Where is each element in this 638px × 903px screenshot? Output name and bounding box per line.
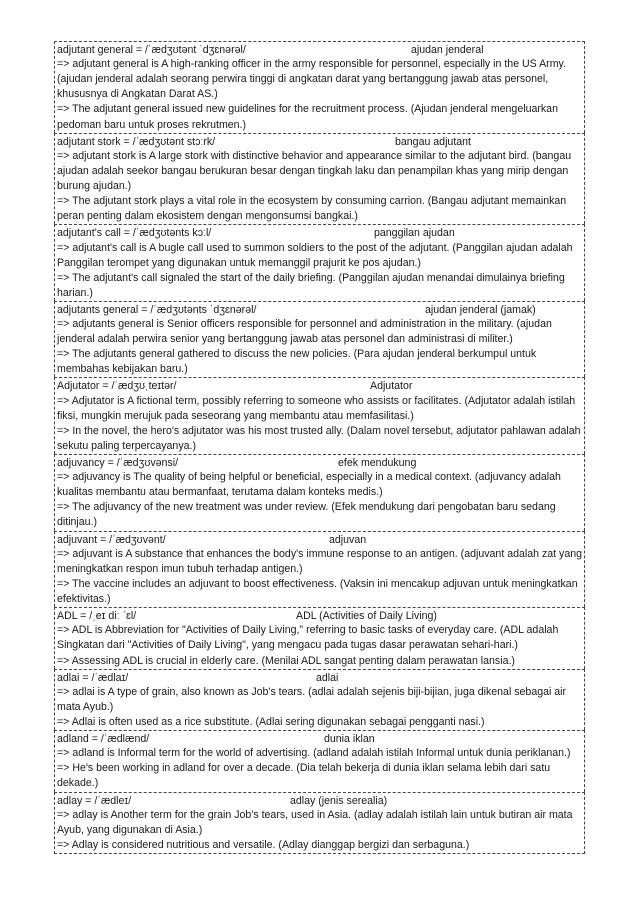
entry-term: adjuvant = /ˈædʒʊvənt/ (57, 533, 166, 546)
entry-heading (57, 135, 583, 149)
dictionary-entry (54, 41, 585, 133)
entry-translation: Adjutator (370, 380, 413, 393)
entry-translation: ajudan jenderal (411, 44, 484, 56)
entry-definition: => adjutant general is A high-ranking officer in the army responsible for personnel, especially in the US Army. (ajudan jenderal adalah seorang perwira tinggi di angkatan darat yang bertanggung jawab atas personel, khususnya di Angkatan Darat AS.) (57, 58, 566, 101)
entry-definition: => adlai is A type of grain, also known as Job's tears. (adlai adalah sejenis biji-bijian, juga dikenal sebagai air mata Ayub.) (57, 685, 567, 713)
entry-translation: adjuvan (329, 533, 367, 546)
entry-example: => The adjuvancy of the new treatment was under review. (Efek mendukung dari pengobatan baru sedang ditinjau.) (57, 501, 556, 529)
dictionary-entry (54, 377, 585, 454)
entry-heading (57, 533, 583, 547)
entry-term: adjutants general = /ˈædʒʊtənts ˈdʒɛnərəl/ (57, 303, 257, 316)
entry-example: => Adlai is often used as a rice substitute. (Adlai sering digunakan sebagai pengganti nasi.) (57, 715, 485, 728)
entry-example: => Adlay is considered nutritious and versatile. (Adlay dianggap bergizi dan serbaguna.) (57, 838, 470, 851)
entry-definition: => adland is Informal term for the world of advertising. (adland adalah istilah Informal untuk dunia periklanan.) (57, 747, 571, 760)
entry-definition: => Adjutator is A fictional term, possibly referring to someone who assists or facilitates. (Adjutator adalah istilah fiksi, mungkin merujuk pada seseorang yang membantu atau memfasilitasi.) (57, 394, 576, 422)
entry-heading (57, 303, 583, 317)
entry-definition: => adjutants general is Senior officers responsible for personnel and administration in the military. (ajudan jenderal adalah perwira senior yang bertanggung jawab atas personel dan administrasi di militer.) (57, 318, 552, 346)
entry-translation: efek mendukung (338, 457, 417, 469)
entry-term: adlai = /ˈædlaɪ/ (57, 671, 129, 684)
dictionary-entry (54, 301, 585, 378)
entry-term: adlay = /ˈædleɪ/ (57, 794, 132, 807)
entry-definition: => adjutant stork is A large stork with distinctive behavior and appearance similar to the adjutant bird. (bangau ajudan adalah seekor bangau berukuran besar dengan tingkah laku dan penampilan khas yang mirip dengan burung ajudan.) (57, 149, 572, 193)
dictionary-entry (54, 792, 585, 854)
entry-heading (57, 671, 583, 685)
dictionary-page (54, 41, 585, 854)
entry-translation: panggilan ajudan (374, 227, 455, 240)
entry-term: adjuvancy = /ˈædʒʊvənsi/ (57, 457, 179, 469)
entry-heading (57, 43, 583, 57)
entry-heading (57, 379, 583, 393)
dictionary-entry (54, 607, 585, 668)
dictionary-entry (54, 133, 585, 225)
entry-translation: ADL (Activities of Daily Living) (296, 610, 437, 623)
entry-definition: => ADL is Abbreviation for "Activities of Daily Living," referring to basic tasks of everyday care. (ADL adalah Singkatan dari "Activities of Daily Living", yang mengacu pada tugas dasar perawatan sehari-hari.) (57, 624, 559, 652)
entry-heading (57, 794, 583, 808)
entry-heading (57, 226, 583, 240)
entry-term: Adjutator = /ˈædʒʊˌteɪtər/ (57, 380, 177, 393)
entry-definition: => adjuvancy is The quality of being helpful or beneficial, especially in a medical context. (adjuvancy adalah kualitas membantu atau bermanfaat, terutama dalam konteks medis.) (57, 471, 561, 499)
entry-example: => Assessing ADL is crucial in elderly care. (Menilai ADL sangat penting dalam perawatan lansia.) (57, 654, 515, 667)
entry-example: => The adjutant stork plays a vital role in the ecosystem by consuming carrion. (Bangau adjutant memainkan peran penting dalam ekosistem dengan mengonsumsi bangkai.) (57, 195, 567, 223)
entry-term: adjutant stork = /ˈædʒʊtənt stɔːrk/ (57, 135, 216, 148)
entry-example: => The adjutant's call signaled the start of the daily briefing. (Panggilan ajudan menandai dimulainya briefing harian.) (57, 271, 565, 299)
entry-heading (57, 732, 583, 746)
dictionary-entry (54, 730, 585, 791)
entry-term: adland = /ˈædlænd/ (57, 733, 150, 746)
entry-translation: bangau adjutant (395, 135, 471, 148)
entry-example: => The adjutants general gathered to discuss the new policies. (Para ajudan jenderal berkumpul untuk membahas kebijakan baru.) (57, 348, 537, 376)
dictionary-entry (54, 531, 585, 608)
entry-example: => The vaccine includes an adjuvant to boost effectiveness. (Vaksin ini mencakup adjuvan untuk meningkatkan efektivitas.) (57, 577, 578, 606)
entry-term: adjutant's call = /ˈædʒʊtənts kɔːl/ (57, 227, 212, 240)
entry-heading (57, 609, 583, 623)
entry-definition: => adjuvant is A substance that enhances the body's immune response to an antigen. (adjuvant adalah zat yang meningkatkan respon imun tubuh terhadap antigen.) (57, 547, 583, 575)
entry-definition: => adjutant's call is A bugle call used to summon soldiers to the post of the adjutant. (Panggilan ajudan adalah Panggilan terompet yang digunakan untuk memanggil prajurit ke pos ajudan.) (57, 241, 573, 269)
entry-example: => In the novel, the hero's adjutator was his most trusted ally. (Dalam novel tersebut, adjutator pahlawan adalah sekutu paling terpercayanya.) (57, 424, 581, 452)
entry-translation: adlay (jenis serealia) (290, 794, 388, 807)
entry-definition: => adlay is Another term for the grain Job's tears, used in Asia. (adlay adalah istilah lain untuk butiran air mata Ayub, yang digunakan di Asia.) (57, 808, 573, 836)
entry-term: adjutant general = /ˈædʒʊtənt ˈdʒɛnərəl/ (57, 44, 246, 56)
entry-heading (57, 456, 583, 470)
entry-translation: dunia iklan (324, 733, 375, 746)
dictionary-entry (54, 669, 585, 730)
entry-example: => He's been working in adland for over a decade. (Dia telah bekerja di dunia iklan selama lebih dari satu dekade.) (57, 762, 551, 790)
entry-translation: adlai (316, 671, 339, 684)
entry-term: ADL = /ˌeɪ diː ˈɛl/ (57, 610, 137, 623)
entry-translation: ajudan jenderal (jamak) (425, 303, 536, 316)
entry-example: => The adjutant general issued new guidelines for the recruitment process. (Ajudan jenderal mengeluarkan pedoman baru untuk proses rekrutmen.) (57, 103, 558, 131)
dictionary-entry (54, 454, 585, 531)
dictionary-entry (54, 224, 585, 301)
